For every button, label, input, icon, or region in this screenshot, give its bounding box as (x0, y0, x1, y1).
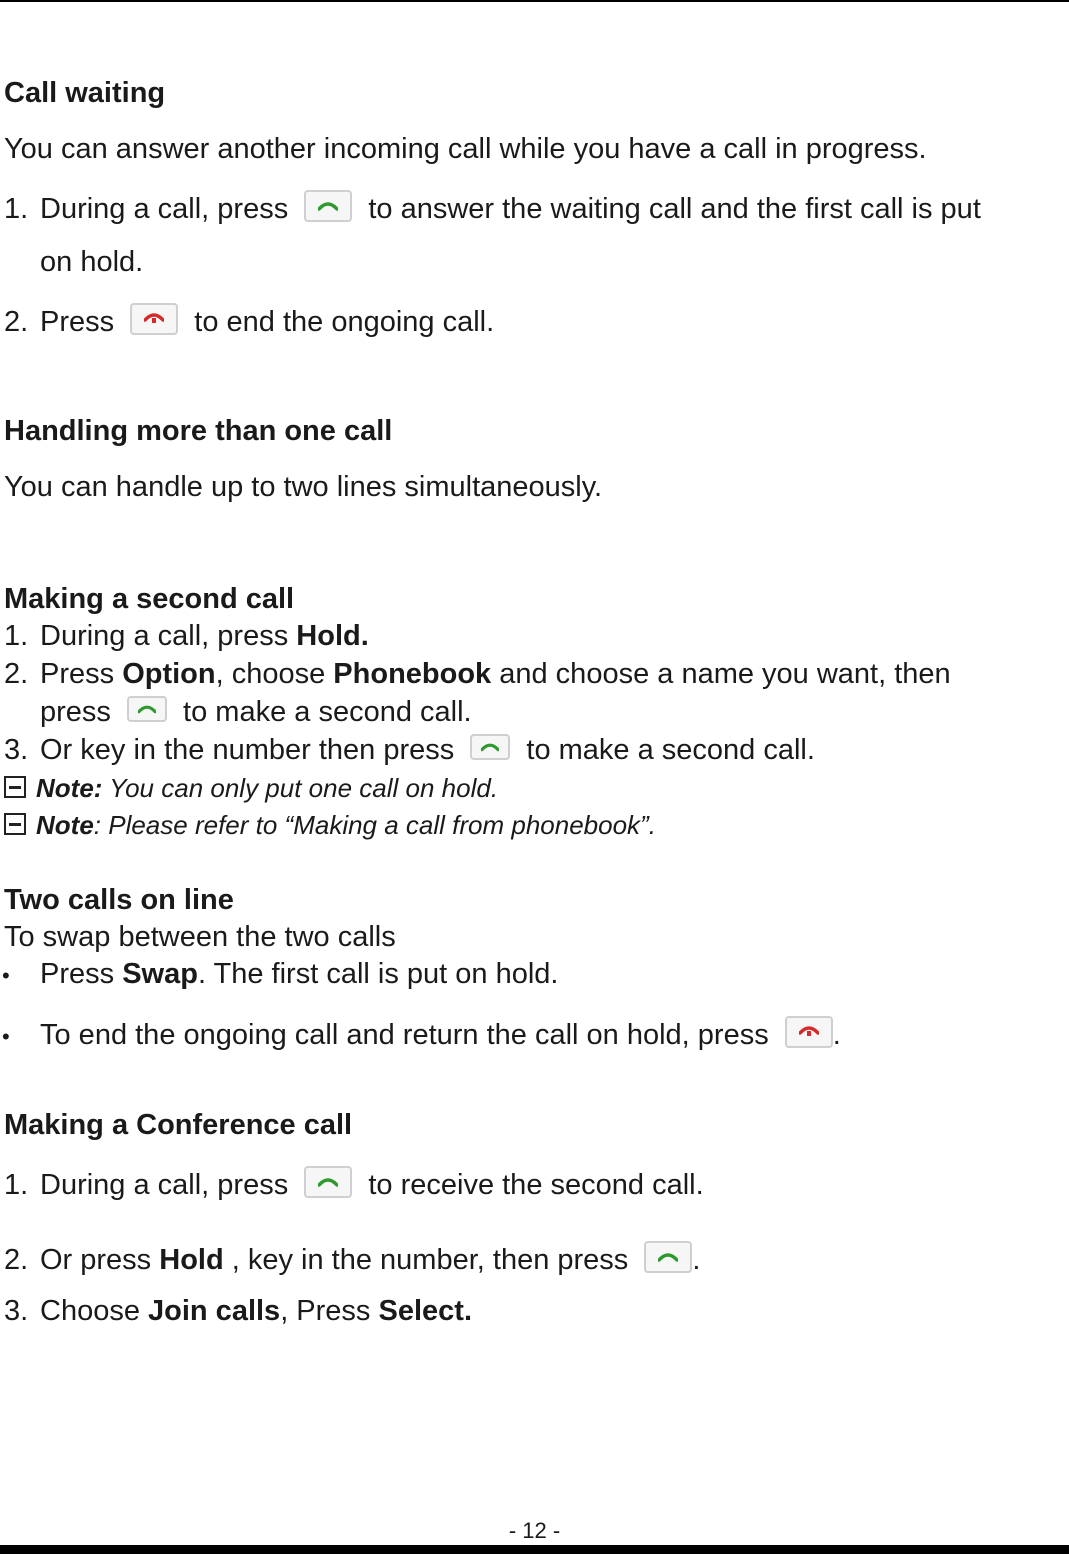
call-answer-icon (304, 190, 352, 222)
step-text: Or key in the number then press (40, 734, 455, 766)
note-text: You can only put one call on hold. (102, 773, 499, 803)
step-text: During a call, press (40, 1169, 289, 1201)
call-answer-icon (644, 1241, 692, 1273)
step-text: . (692, 1244, 701, 1276)
step-text: Choose (40, 1295, 149, 1327)
step-text: press (40, 696, 111, 728)
step-number: 2. (4, 306, 29, 338)
step-text: Press (40, 306, 115, 338)
step-number: 2. (4, 1244, 29, 1276)
step-text: Or press (40, 1244, 160, 1276)
step-text: Press (40, 658, 123, 690)
option-keyword: Option (122, 658, 216, 690)
step-text: and choose a name you want, then (491, 658, 951, 690)
select-keyword: Select. (378, 1295, 472, 1327)
step-text: , choose (215, 658, 334, 690)
section-title-handling: Handling more than one call (4, 415, 393, 447)
two-calls-intro: To swap between the two calls (4, 921, 396, 953)
note-icon (4, 776, 26, 798)
conference-step-3 (4, 1294, 472, 1328)
step-number: 1. (4, 193, 29, 225)
call-end-icon (130, 303, 178, 335)
step-number: 1. (4, 1169, 29, 1201)
bottom-rule (0, 1545, 1069, 1554)
step-text: , Press (280, 1295, 379, 1327)
call-answer-icon (470, 734, 510, 760)
bullet-text: To end the ongoing call and return the call on hold, press (40, 1019, 769, 1051)
second-call-step-2 (4, 657, 951, 691)
step-number: 1. (4, 620, 29, 652)
second-call-step-2-cont (40, 695, 472, 729)
step-number: 3. (4, 734, 29, 766)
swap-keyword: Swap (122, 958, 198, 990)
note-icon (4, 813, 26, 835)
step-number: 2. (4, 658, 29, 690)
hold-keyword: Hold. (296, 620, 369, 652)
join-calls-keyword: Join calls (148, 1295, 281, 1327)
call-answer-icon (304, 1166, 352, 1198)
call-waiting-step-2 (4, 305, 494, 339)
step-text: , key in the number, then press (223, 1244, 629, 1276)
note-1 (4, 771, 498, 805)
step-number: 3. (4, 1295, 29, 1327)
bullet-text: Press (40, 958, 123, 990)
handling-intro: You can handle up to two lines simultaneously. (4, 471, 603, 503)
note-text: : Please refer to “Making a call from phonebook”. (93, 810, 656, 840)
section-title-call-waiting: Call waiting (4, 77, 166, 109)
step-text: During a call, press (40, 620, 297, 652)
bullet-dot: • (2, 963, 10, 988)
conference-step-2 (4, 1243, 700, 1277)
step-text: to make a second call. (526, 734, 815, 766)
call-end-icon (785, 1016, 833, 1048)
conference-step-1 (4, 1168, 704, 1202)
two-calls-bullet-2 (40, 1018, 841, 1052)
call-waiting-intro: You can answer another incoming call while you have a call in progress. (4, 133, 927, 165)
step-text: to answer the waiting call and the first call is put (368, 193, 981, 225)
note-label: Note: (36, 773, 103, 803)
step-text: to end the ongoing call. (194, 306, 495, 338)
second-call-step-1 (4, 619, 369, 653)
call-waiting-step-1-cont: on hold. (40, 246, 144, 278)
phonebook-keyword: Phonebook (333, 658, 492, 690)
note-label: Note (36, 810, 94, 840)
second-call-step-3 (4, 733, 815, 767)
section-title-conference: Making a Conference call (4, 1109, 353, 1141)
step-text: to make a second call. (183, 696, 472, 728)
hold-keyword: Hold (159, 1244, 224, 1276)
step-text: During a call, press (40, 193, 289, 225)
note-2 (4, 808, 656, 842)
section-title-two-calls: Two calls on line (4, 884, 234, 916)
call-answer-icon (127, 696, 167, 722)
bullet-text: . (832, 1019, 841, 1051)
bullet-dot: • (2, 1024, 10, 1049)
call-waiting-step-1 (4, 192, 981, 226)
bullet-text: . The first call is put on hold. (197, 958, 559, 990)
top-rule (0, 0, 1069, 2)
two-calls-bullet-1 (40, 957, 558, 991)
page-number: - 12 - (508, 1518, 561, 1543)
step-text: to receive the second call. (368, 1169, 704, 1201)
section-title-second-call: Making a second call (4, 583, 295, 615)
